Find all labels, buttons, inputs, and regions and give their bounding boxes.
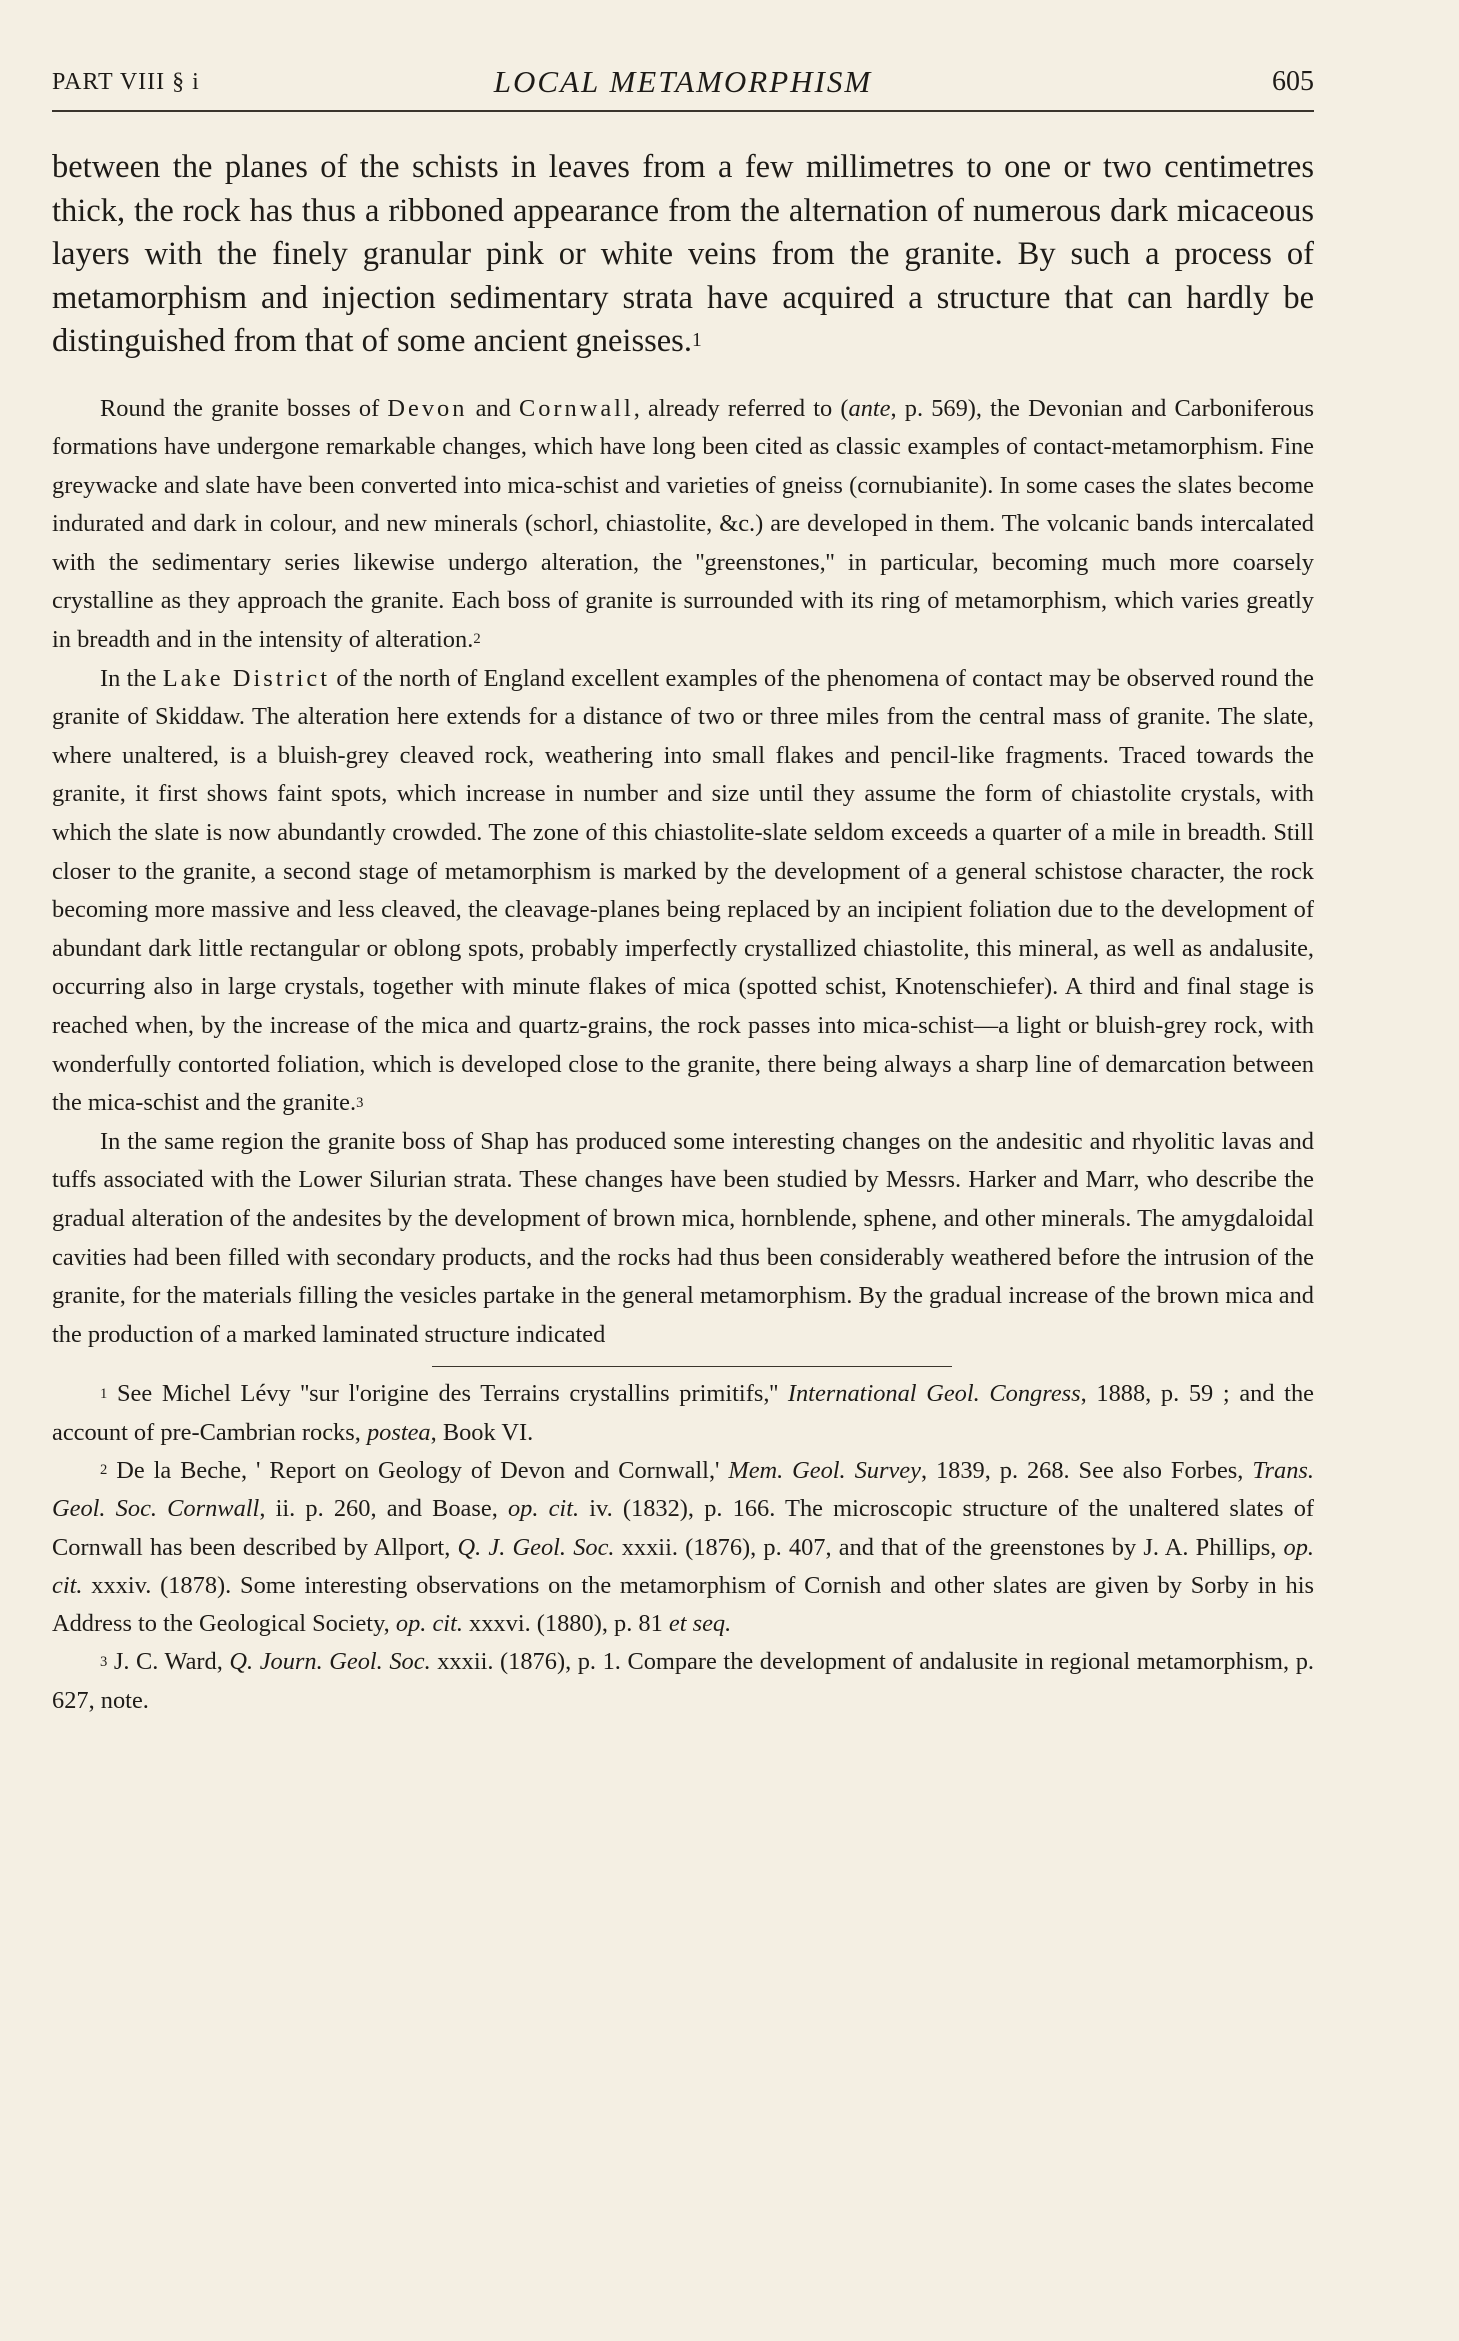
- footnote-ref: 2: [473, 631, 481, 648]
- italic-ref: Q. Journ. Geol. Soc.: [229, 1648, 431, 1676]
- text-run: In the: [100, 664, 163, 692]
- italic-ante: ante: [848, 394, 891, 422]
- text-run: De la Beche, ' Report on Geology of Devon and Cornwall,': [107, 1456, 729, 1484]
- place-devon: Devon: [387, 394, 468, 422]
- text-run: See Michel Lévy ''sur l'origine des Terrains crystallins primitifs,'': [107, 1380, 788, 1408]
- place-lake-district: Lake District: [162, 664, 331, 692]
- italic-ref: et seq.: [668, 1610, 732, 1638]
- text-run: xxxvi. (1880), p. 81: [462, 1610, 669, 1638]
- footnote-1: [52, 1375, 1314, 1452]
- text-run: xxxii. (1876), p. 407, and that of the greenstones by J. A. Phillips,: [614, 1533, 1284, 1561]
- body-small-text: [52, 390, 1314, 1355]
- text-run: xxxii. (1876), p. 1. Compare the development of andalusite in regional metamorphism, p. 627, note.: [52, 1648, 1314, 1714]
- part-section: PART VIII § i: [52, 69, 200, 95]
- lead-text: between the planes of the schists in leaves from a few millimetres to one or two centimetres thick, the rock has thus a ribboned appearance from the alternation of numerous dark micaceous layers with the finely granular pink or white veins from the granite. By such a process of metamorphism and injection sedimentary strata have acquired a structure that can hardly be distinguished from that of some ancient gneisses.: [52, 149, 1314, 359]
- footnote-2: [52, 1452, 1314, 1643]
- italic-ref: op. cit.: [507, 1495, 580, 1523]
- text-run: and: [467, 394, 519, 422]
- footnote-number: 3: [100, 1653, 108, 1670]
- page: [52, 60, 1314, 1720]
- text-run: , ii. p. 260, and Boase,: [259, 1495, 508, 1523]
- running-head: [52, 60, 1314, 112]
- page-number: 605: [1272, 66, 1314, 97]
- footnotes: [52, 1375, 1314, 1720]
- italic-ref: Mem. Geol. Survey: [728, 1456, 921, 1484]
- text-run: J. C. Ward,: [107, 1648, 230, 1676]
- text-run: , p. 569), the Devonian and Carboniferous formations have undergone remarkable changes, which have long been cited as classic examples of contact-metamorphism. Fine greywacke and slate have been converted into mica-schist and varieties of gneiss (cornubianite). In some cases the slates become indurated and dark in colour, and new minerals (schorl, chiastolite, &c.) are developed in them. The volcanic bands intercalated with the sedimentary series likewise undergo alteration, the ''greenstones,'' in particular, becoming much more coarsely crystalline as they approach the granite. Each boss of granite is surrounded with its ring of metamorphism, which varies greatly in breadth and in the intensity of alteration.: [52, 394, 1315, 654]
- text-run: , already referred to (: [633, 394, 849, 422]
- text-run: xxxiv. (1878). Some interesting observations on the metamorphism of Cornish and other slates are given by Sorby in his Address to the Geological Society,: [52, 1571, 1314, 1638]
- text-run: iv. (1832), p. 166. The microscopic structure of the unaltered slates of Cornwall has been described by Allport,: [52, 1495, 1315, 1561]
- italic-ref: postea: [366, 1418, 431, 1446]
- footnote-ref: 3: [356, 1094, 364, 1111]
- italic-ref: Q. J. Geol. Soc.: [457, 1533, 615, 1561]
- footnote-number: 1: [100, 1385, 108, 1402]
- text-run: , Book VI.: [430, 1418, 534, 1446]
- text-run: , 1839, p. 268. See also Forbes,: [920, 1456, 1253, 1484]
- italic-ref: International Geol. Congress: [787, 1380, 1081, 1408]
- footnote-divider: [432, 1366, 952, 1367]
- footnote-number: 2: [100, 1462, 108, 1479]
- footnote-3: [52, 1643, 1314, 1720]
- text-run: In the same region the granite boss of Shap has produced some interesting changes on the andesitic and rhyolitic lavas and tuffs associated with the Lower Silurian strata. These changes have been studied by Messrs. Harker and Marr, who describe the gradual alteration of the andesites by the development of brown mica, hornblende, sphene, and other minerals. The amygdaloidal cavities had been filled with secondary products, and the rocks had thus been considerably weathered before the intrusion of the granite, for the materials filling the vesicles partake in the general metamorphism. By the gradual increase of the brown mica and the production of a marked laminated structure indicated: [52, 1127, 1314, 1348]
- text-run: of the north of England excellent examples of the phenomena of contact may be observed round the granite of Skiddaw. The alteration here extends for a distance of two or three miles from the central mass of granite. The slate, where unaltered, is a bluish-grey cleaved rock, weathering into small flakes and pencil-like fragments. Traced towards the granite, it first shows faint spots, which increase in number and size until they assume the form of chiastolite crystals, with which the slate is now abundantly crowded. The zone of this chiastolite-slate seldom exceeds a quarter of a mile in breadth. Still closer to the granite, a second stage of metamorphism is marked by the development of a general schistose character, the rock becoming more massive and less cleaved, the cleavage-planes being replaced by an incipient foliation due to the development of abundant dark little rectangular or oblong spots, probably imperfectly crystallized chiastolite, this mineral, as well as andalusite, occurring also in large crystals, together with minute flakes of mica (spotted schist, Knotenschiefer). A third and final stage is reached when, by the increase of the mica and quartz-grains, the rock passes into mica-schist—a light or bluish-grey rock, with wonderfully contorted foliation, which is developed close to the granite, there being always a sharp line of demarcation between the mica-schist and the granite.: [52, 664, 1314, 1117]
- lead-paragraph: [52, 146, 1314, 364]
- italic-ref: op. cit.: [52, 1533, 1314, 1599]
- paragraph-lake-district: [52, 660, 1314, 1123]
- paragraph-shap: [52, 1123, 1314, 1355]
- text-run: Round the granite bosses of: [100, 394, 388, 422]
- page-title: LOCAL METAMORPHISM: [493, 64, 873, 99]
- text-run: , 1888, p. 59 ; and the account of pre-Cambrian rocks,: [52, 1380, 1314, 1446]
- paragraph-devon-cornwall: [52, 390, 1314, 660]
- italic-ref: Trans. Geol. Soc. Cornwall: [52, 1456, 1315, 1523]
- place-cornwall: Cornwall: [518, 394, 634, 422]
- footnote-ref: 1: [691, 330, 702, 352]
- italic-ref: op. cit.: [395, 1610, 463, 1638]
